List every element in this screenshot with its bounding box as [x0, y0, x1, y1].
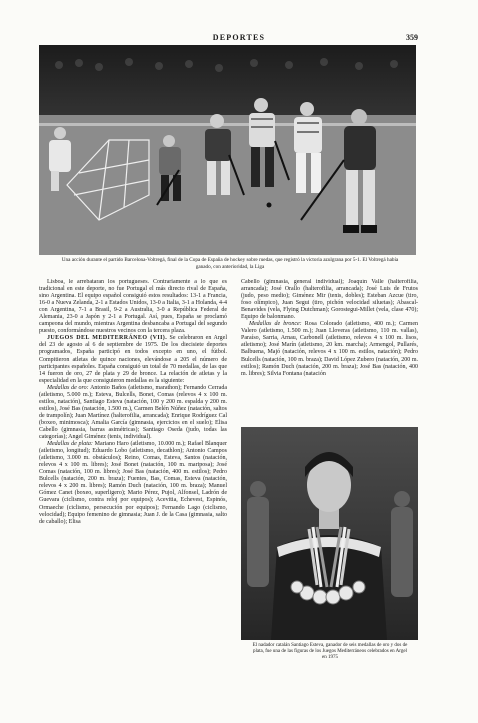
hockey-photo-caption: Una acción durante el partido Barcelona-Voltregá, final de la Copa de España de hockey sobre ruedas, que registró la victoria azulgrana por 5-1. El Voltregá había ganado, con anterioridad, la Liga [61, 257, 399, 270]
gold-medals-label: Medallas de oro: [47, 384, 89, 391]
bronze-medals-text: Rosa Colorado (atletismo, 400 m.); Carmen Valero (atletismo, 1.500 m.); Juan Lloveras (atletismo, 110 m. vallas), Paraíso, Sarria, Arnau, Carbonell (atletismo, relevos 4 x 100 m. lisos, atletismo); José Marín (atletismo, 20 km. marcha); Armengol, Pullarés, Balbuena, Majó (natación, relevos 4 x 100 m. estilos, natación); Pedro Bulcells (natación, 100 m. braza); David López Zubero (natación, 200 m. estilos); Ramón Duch (natación, 200 m. braza); José Bas (natación, 400 m. libres); Silvia Fontana (natación [241, 321, 418, 377]
section-body-text: Se celebraron en Argel del 23 de agosto al 6 de septiembre de 1975. De los diecisiete deportes programados, España participó en todos excepto en uno, el fútbol. Compitieron atletas de quince naciones, elevándose a 205 el número de participantes españoles. España consiguió un total de 70 medallas, de las que 14 fueron de oro, 27 de plata y 29 de bronce. La relación de atletas y la especialidad en la que consiguieron medallas es la siguiente: [39, 335, 227, 384]
gold-medals-text: Antonio Baños (atletismo, marathon); Fernando Cerrada (atletismo, 5.000 m.); Esteva, Bulcells, Bonet, Comas (relevos 4 x 100 m. estilos, natación), Santiago Esteva (natación, 100 y 200 m. espalda y 200 m. estilos), José Bas (natación, 1.500 m.), Carmen Belén Núñez (natación, saltos de trampolín); Juan Martínez (halterofilia, arrancada); Enrique Rodríguez Cal (boxeo, minimosca); Amalia García (gimnasia, ejercicios en el suelo); Elisa Cabello (gimnasia, barras asimétricas); Santiago Oseda (judo, todas las categorías); Angel Giménez (tenis, individual). [39, 384, 227, 441]
swimmer-medals-photo [241, 427, 418, 640]
page-number: 359 [406, 33, 418, 42]
gold-medals-paragraph [39, 385, 227, 441]
swimmer-photo-caption: El nadador catalán Santiago Esteva, ganador de seis medallas de oro y dos de plata, fue una de las figuras de los Juegos Mediterráneos celebrados en Argel en 1975 [252, 643, 408, 660]
running-header-title: DEPORTES [212, 33, 266, 42]
mediterranean-games-paragraph [39, 335, 227, 384]
silver-medals-label: Medallas de plata: [47, 441, 93, 448]
bronze-medals-paragraph [241, 321, 418, 377]
text-column-left [39, 279, 227, 699]
text-column-right [241, 279, 418, 419]
section-heading-mediterranean-games: JUEGOS DEL MEDITERRÁNEO (VII). [47, 335, 168, 342]
silver-medals-paragraph [39, 441, 227, 526]
bronze-medals-label: Medallas de bronce: [249, 321, 302, 328]
silver-continuation-paragraph: Cabello (gimnasia, general individual); Joaquín Valle (halterofilia, arrancada); José Orallo (halterofilia, arrancada); José Luis de Frutos (judo, peso medio); Giménez Mir (tenis, dobles); Esteban Azcue (tiro, foso olímpico), Juan Segui (tiro, pichón velocidad siluetas); Abascal-Benavides (vela, Flying Dutchman); Gorostegui-Millet (vela, clase 470); Equipo de balonmano. [241, 279, 418, 321]
hockey-match-illustration [39, 45, 416, 255]
hockey-match-photo [39, 45, 416, 255]
intro-paragraph: Lisboa, le arrebataran los portugueses. Contrariamente a lo que es tradicional en este deporte, no fue Portugal el más directo rival de España, sino Argentina. El equipo español consiguió estos resultados: 13-1 a Francia, 16-0 a Nueva Zelanda, 2-1 a Estados Unidos, 13-0 a Italia, 3-1 a Holanda, 4-4 con Argentina, 7-1 a Brasil, 9-2 a Australia, 3-0 a República Federal de Alemania, 23-0 a Japón y 2-1 a Portugal. Así, pues, España se proclamó campeona del mundo, mientras Argentina desbancaba a Portugal del segundo puesto, conformándose nuestros vecinos con la tercera plaza. [39, 279, 227, 335]
silver-medals-text: Mariano Haro (atletismo, 10.000 m.); Rafael Blanquer (atletismo, longitud); Eduardo Lobo (atletismo, decathlon); Antonio Campos (atletismo, 3.000 m. obstáculos); Reino, Comas, Esteva, Santos (natación, relevos 4 x 100 m. libres); José Bonet (natación, 100 m. mariposa); José Comas (natación, 100 m. libres); José Bas (natación, 400 m. estilos); Pedro Bulcells (natación, 200 m. braza); Fuentes, Bas, Comas, Esteva (natación, relevos 4 x 200 m. libres); Ramón Duch (natación, 100 m. braza); Manuel Gómez Canet (boxeo, superligero); Mario Pérez, Pujol, Alfonsel, Ladrón de Guevara (ciclismo, contra reloj por equipos); Acevitia, Echevest, Espinós, Ormaeche (ciclismo, persecución por equipos); Fernando Lago (ciclismo, velocidad); Equipo femenino de gimnasia; Juan J. de la Casa (gimnasia, salto de caballo); Elisa [39, 441, 227, 525]
swimmer-illustration [241, 427, 418, 640]
